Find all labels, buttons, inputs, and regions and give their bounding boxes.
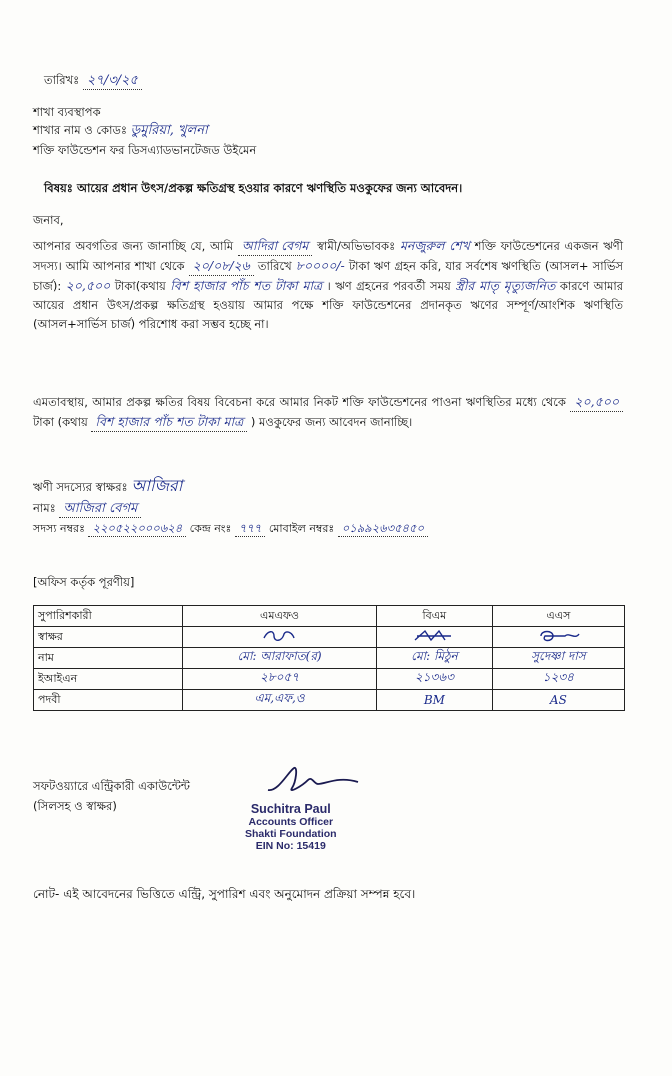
table-header-cell: বিএম — [377, 606, 493, 627]
loan-date-fill: ২০/০৮/২৬ — [189, 256, 254, 276]
table-cell: মো: মিঠুন — [377, 648, 493, 669]
member-id-row — [33, 520, 428, 537]
table-header-row — [34, 606, 625, 627]
row-label: স্বাক্ষর — [34, 627, 183, 648]
p1-text-1: আপনার অবগতির জন্য জানাচ্ছি যে, আমি — [33, 239, 234, 253]
member-signature-label: ঋণী সদস্যের স্বাক্ষরঃ — [33, 480, 128, 494]
accountant-label: সফটওয়্যারে এন্ট্রিকারী একাউন্টেন্ট — [33, 779, 190, 793]
member-name-value: আজিরা বেগম — [59, 501, 141, 518]
date-label: তারিখঃ — [44, 73, 80, 87]
signature-cell — [492, 627, 624, 648]
stamp-ein: EIN No: 15419 — [255, 840, 326, 852]
mobile-value: ০১৯৯২৬৩৫৪৫০ — [338, 520, 428, 537]
p1-text-5: টাকা ঋণ গ্রহন করি, যার সর্বশেষ ঋণস্থিতি (আসল+ সার্ভিস চার্জ): — [33, 259, 624, 293]
table-cell: BM — [377, 690, 493, 711]
guardian-fill-2: শেখ — [449, 238, 470, 253]
p1-text-2: স্বামী/অভিভাবকঃ — [317, 239, 396, 253]
p1-text-7: । ঋণ গ্রহনের পরবর্তী সময় — [326, 279, 451, 293]
table-header-cell: সুপারিশকারী — [34, 606, 183, 627]
member-id-label: সদস্য নম্বরঃ — [33, 522, 85, 535]
office-table — [33, 605, 625, 711]
footer-note: নোট- এই আবেদনের ভিত্তিতে এন্ট্রি, সুপারিশ এবং অনুমোদন প্রক্রিয়া সম্পন্ন হবে। — [33, 887, 416, 901]
table-header-cell: এমএফও — [183, 606, 377, 627]
table-cell: ১২৩৪ — [492, 669, 624, 690]
paragraph-1 — [33, 236, 623, 334]
table-row — [34, 627, 625, 648]
signature-mfo — [260, 628, 300, 644]
member-signature-row — [33, 478, 182, 495]
office-heading: [অফিস কর্তৃক পূরণীয়] — [33, 575, 135, 589]
p1-text-3: শক্তি ফাউন্ডেশনের একজন ঋণী সদস্য। আমি আপনার শাখা থেকে — [33, 239, 623, 273]
table-row — [34, 669, 625, 690]
paragraph-2 — [33, 392, 623, 432]
signature-cell — [377, 627, 493, 648]
table-cell: ২১৩৬৩ — [377, 669, 493, 690]
recipient-title: শাখা ব্যবস্থাপক — [33, 105, 101, 119]
row-label: পদবী — [34, 690, 183, 711]
signature-bm — [411, 628, 457, 644]
table-cell: মো: আরাফাত(র) — [183, 648, 377, 669]
stamp-name: Suchitra Paul — [250, 802, 331, 816]
salutation: জনাব, — [33, 213, 64, 227]
accountant-signature — [258, 762, 368, 802]
accountant-sublabel: (সিলসহ ও স্বাক্ষর) — [33, 799, 117, 813]
table-cell: ২৮০৫৭ — [183, 669, 377, 690]
guardian-fill: মনজুরুল — [399, 238, 445, 253]
branch-row — [33, 122, 208, 139]
member-name-label: নামঃ — [33, 501, 56, 515]
table-row — [34, 648, 625, 669]
org-line: শক্তি ফাউন্ডেশন ফর ডিসএ্যাডভানটেজড উইমেন — [33, 143, 257, 157]
member-name-row — [33, 500, 141, 518]
waiver-words-fill: বিশ হাজার পাঁচ শত টাকা মাত্র — [91, 412, 247, 432]
table-cell: সুদেষ্ণা দাস — [492, 648, 624, 669]
member-id-value: ২২০৫২২০০০৬২৪ — [88, 520, 186, 537]
table-header-cell: এএস — [492, 606, 624, 627]
row-label: ইআইএন — [34, 669, 183, 690]
p2-text-1: এমতাবস্থায়, আমার প্রকল্প ক্ষতির বিষয় বিবেচনা করে আমার নিকট শক্তি ফাউন্ডেশনের পাওনা ঋণস্থিতির মধ্যে থেকে — [33, 395, 566, 409]
mobile-label: মোবাইল নম্বরঃ — [268, 522, 335, 535]
table-cell: এম,এফ,ও — [183, 690, 377, 711]
member-name-fill: আদিরা বেগম — [238, 236, 312, 256]
p2-text-3: ) মওকুফের জন্য আবেদন জানাচ্ছি। — [250, 415, 413, 429]
reason-fill: স্ত্রীর মাতৃ মৃত্যুজনিত — [455, 278, 556, 293]
balance-fill: ২০,৫০০ — [65, 278, 111, 293]
signature-cell — [183, 627, 377, 648]
date-value: ২৭/৩/২৫ — [83, 73, 142, 90]
balance-words-fill: বিশ হাজার পাঁচ শত টাকা মাত্র — [170, 278, 323, 293]
center-value: ৭৭৭ — [235, 520, 265, 537]
date-row — [44, 72, 142, 90]
stamp-org: Shakti Foundation — [245, 828, 337, 840]
officer-stamp — [245, 802, 337, 852]
waiver-amount-fill: ২০,৫০০ — [570, 392, 623, 412]
p2-text-2: টাকা (কথায় — [33, 415, 88, 429]
signature-as — [535, 628, 581, 644]
branch-value: ডুমুরিয়া, খুলনা — [130, 123, 208, 138]
stamp-title: Accounts Officer — [248, 816, 334, 828]
table-row — [34, 690, 625, 711]
branch-label: শাখার নাম ও কোডঃ — [33, 123, 128, 137]
row-label: নাম — [34, 648, 183, 669]
center-label: কেন্দ্র নংঃ — [189, 522, 232, 535]
loan-amount-fill: ৮০০০০/- — [295, 258, 345, 273]
p1-text-4: তারিখে — [257, 259, 292, 273]
table-cell: AS — [492, 690, 624, 711]
p1-text-6: টাকা(কথায় — [114, 279, 166, 293]
member-signature: আজিরা — [131, 476, 183, 495]
p1-text-8: কারণে আমার আয়ের প্রধান উৎস/প্রকল্প ক্ষতিগ্রস্থ হওয়ায় আমার পক্ষে শক্তি ফাউন্ডেশনের প্রদানকৃত ঋণের সম্পূর্ণ/আংশিক ঋণস্থিতি (আসল+সার্ভিস চার্জ) পরিশোধ করা সম্ভব হচ্ছে না। — [33, 279, 624, 331]
subject-line: বিষয়ঃ আয়ের প্রধান উৎস/প্রকল্প ক্ষতিগ্রস্থ হওয়ার কারণে ঋণস্থিতি মওকুফের জন্য আবেদন। — [44, 181, 463, 195]
